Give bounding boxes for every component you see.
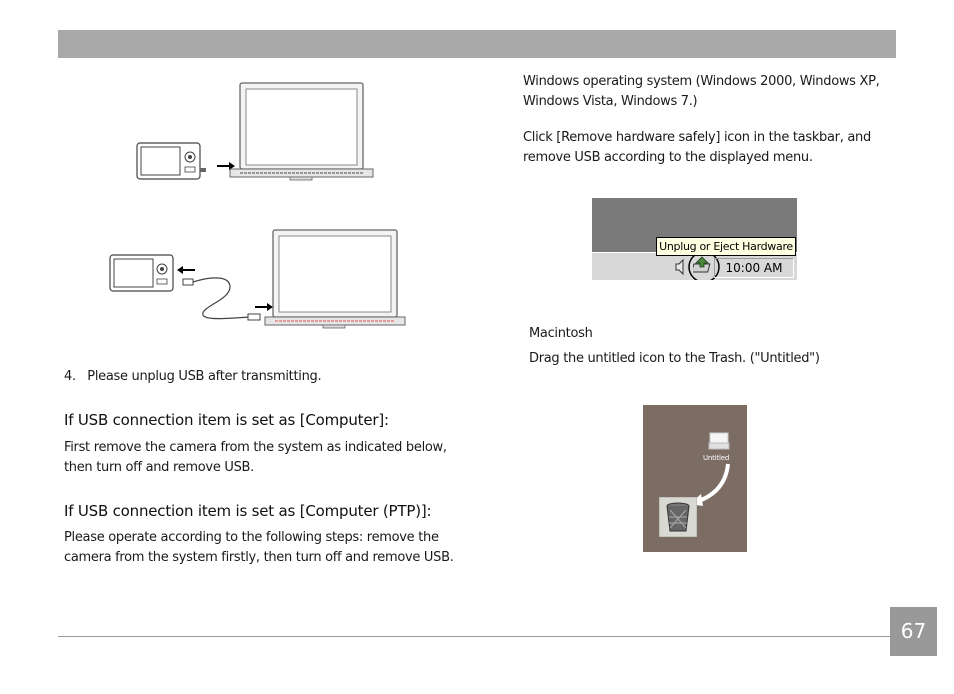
laptop-icon bbox=[230, 83, 373, 180]
arrow-left-icon bbox=[177, 266, 195, 274]
mac-instruction: Drag the untitled icon to the Trash. ("Untitled") bbox=[529, 351, 820, 366]
windows-heading: Windows operating system (Windows 2000, Windows XP, Windows Vista, Windows 7.) bbox=[523, 74, 880, 109]
taskbar-clock[interactable]: 10:00 AM bbox=[714, 258, 794, 278]
windows-instruction: Click [Remove hardware safely] icon in the taskbar, and remove USB according to the displayed menu. bbox=[523, 130, 871, 165]
computer-paragraph: First remove the camera from the system as indicated below, then turn off and remove USB. bbox=[64, 440, 447, 475]
footer-line bbox=[58, 636, 890, 637]
windows-taskbar-screenshot bbox=[592, 198, 797, 280]
mac-desktop-screenshot bbox=[643, 405, 747, 552]
eject-tooltip: Unplug or Eject Hardware bbox=[656, 237, 796, 256]
computer-heading: If USB connection item is set as [Computer]: bbox=[64, 411, 389, 429]
speaker-icon bbox=[674, 258, 684, 276]
trash-icon[interactable] bbox=[659, 497, 697, 537]
laptop-icon bbox=[265, 230, 405, 328]
usb-cable bbox=[183, 278, 260, 320]
arrow-right-icon bbox=[255, 303, 273, 311]
camera-icon bbox=[110, 255, 173, 291]
header-bar bbox=[58, 30, 896, 58]
drive-icon[interactable] bbox=[708, 430, 730, 452]
ptp-heading: If USB connection item is set as [Computer (PTP)]: bbox=[64, 502, 432, 520]
page-number: 67 bbox=[890, 607, 937, 656]
step-4-text: 4. Please unplug USB after transmitting. bbox=[64, 369, 322, 384]
camera-icon bbox=[137, 143, 206, 179]
mac-heading: Macintosh bbox=[529, 326, 593, 341]
camera-laptop-illustration bbox=[130, 80, 380, 185]
drive-label: Untitled bbox=[703, 454, 730, 462]
camera-cable-laptop-illustration bbox=[105, 225, 410, 333]
ptp-paragraph: Please operate according to the following steps: remove the camera from the system firstly, then turn off and remove USB. bbox=[64, 530, 454, 565]
